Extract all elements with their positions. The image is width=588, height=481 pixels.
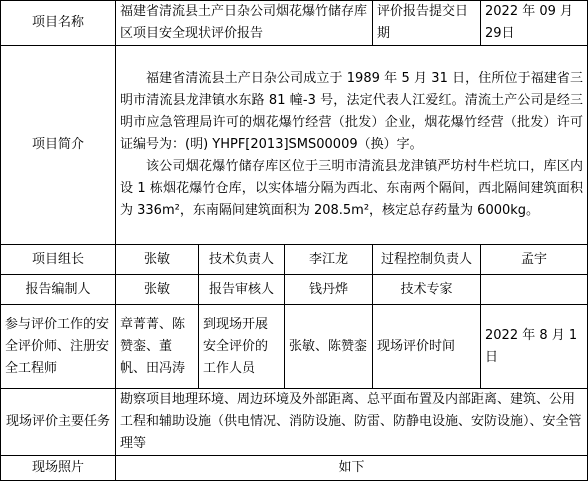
onsite-time-value: 2022 年 8 月 1 日 <box>481 305 588 389</box>
onsite-time-label: 现场评价时间 <box>373 305 481 389</box>
process-control-label: 过程控制负责人 <box>373 245 481 275</box>
project-intro-label: 项目简介 <box>1 46 116 245</box>
intro-paragraph-2: 该公司烟花爆竹储存库区位于三明市清流县龙津镇严坊村牛栏坑口，库区内设 1 栋烟花爆竹仓库，以实体墙分隔为西北、东南两个隔间，西北隔间建筑面积为 336m²，东南隔间建筑面积为 208.5m²，核定总存药量为 6000kg。 <box>120 159 584 218</box>
row-team <box>1 245 588 275</box>
process-control-value: 孟宇 <box>481 245 588 275</box>
intro-paragraph-1: 福建省清流县土产日杂公司成立于 1989 年 5 月 31 日，住所位于福建省三明市清流县龙津镇水东路 81 幢-3 号，法定代表人江爱红。清流土产公司是经三明市应急管理局许可的烟花爆竹经营（批发）企业，烟花爆竹经营（批发）许可证编号为：(明) YHPF[2013]SMS00009（换）字。 <box>120 71 584 152</box>
tech-expert-value <box>481 275 588 305</box>
onsite-staff-label: 到现场开展安全评价的工作人员 <box>199 305 285 389</box>
report-reviewer-label: 报告审核人 <box>199 275 285 305</box>
project-intro-content <box>116 46 588 245</box>
project-name-label: 项目名称 <box>1 1 116 46</box>
tech-lead-value: 李江龙 <box>285 245 373 275</box>
main-tasks-label: 现场评价主要任务 <box>1 389 116 456</box>
report-author-value: 张敏 <box>116 275 199 305</box>
photos-label: 现场照片 <box>1 456 116 481</box>
report-reviewer-value: 钱丹烨 <box>285 275 373 305</box>
photos-value: 如下 <box>116 456 588 481</box>
tech-lead-label: 技术负责人 <box>199 245 285 275</box>
row-project-intro <box>1 46 588 245</box>
onsite-staff-value: 张敏、陈赞銮 <box>285 305 373 389</box>
row-project-name <box>1 1 588 46</box>
main-tasks-value: 勘察项目地理环境、周边环境及外部距离、总平面布置及内部距离、建筑、公用工程和辅助设施（供电情况、消防设施、防雷、防静电设施、安防设施）、安全管理等 <box>116 389 588 456</box>
team-leader-label: 项目组长 <box>1 245 116 275</box>
report-author-label: 报告编制人 <box>1 275 116 305</box>
tech-expert-label: 技术专家 <box>373 275 481 305</box>
row-main-tasks <box>1 389 588 456</box>
row-photos <box>1 456 588 481</box>
row-evaluators <box>1 305 588 389</box>
project-name-value: 福建省清流县土产日杂公司烟花爆竹储存库区项目安全现状评价报告 <box>116 1 373 46</box>
evaluators-value: 章菁菁、陈赞銮、董帆、田冯涛 <box>116 305 199 389</box>
submit-date-value: 2022 年 09 月 29日 <box>481 1 588 46</box>
team-leader-value: 张敏 <box>116 245 199 275</box>
evaluators-label: 参与评价工作的安全评价师、注册安全工程师 <box>1 305 116 389</box>
row-preparation <box>1 275 588 305</box>
submit-date-label: 评价报告提交日期 <box>373 1 481 46</box>
